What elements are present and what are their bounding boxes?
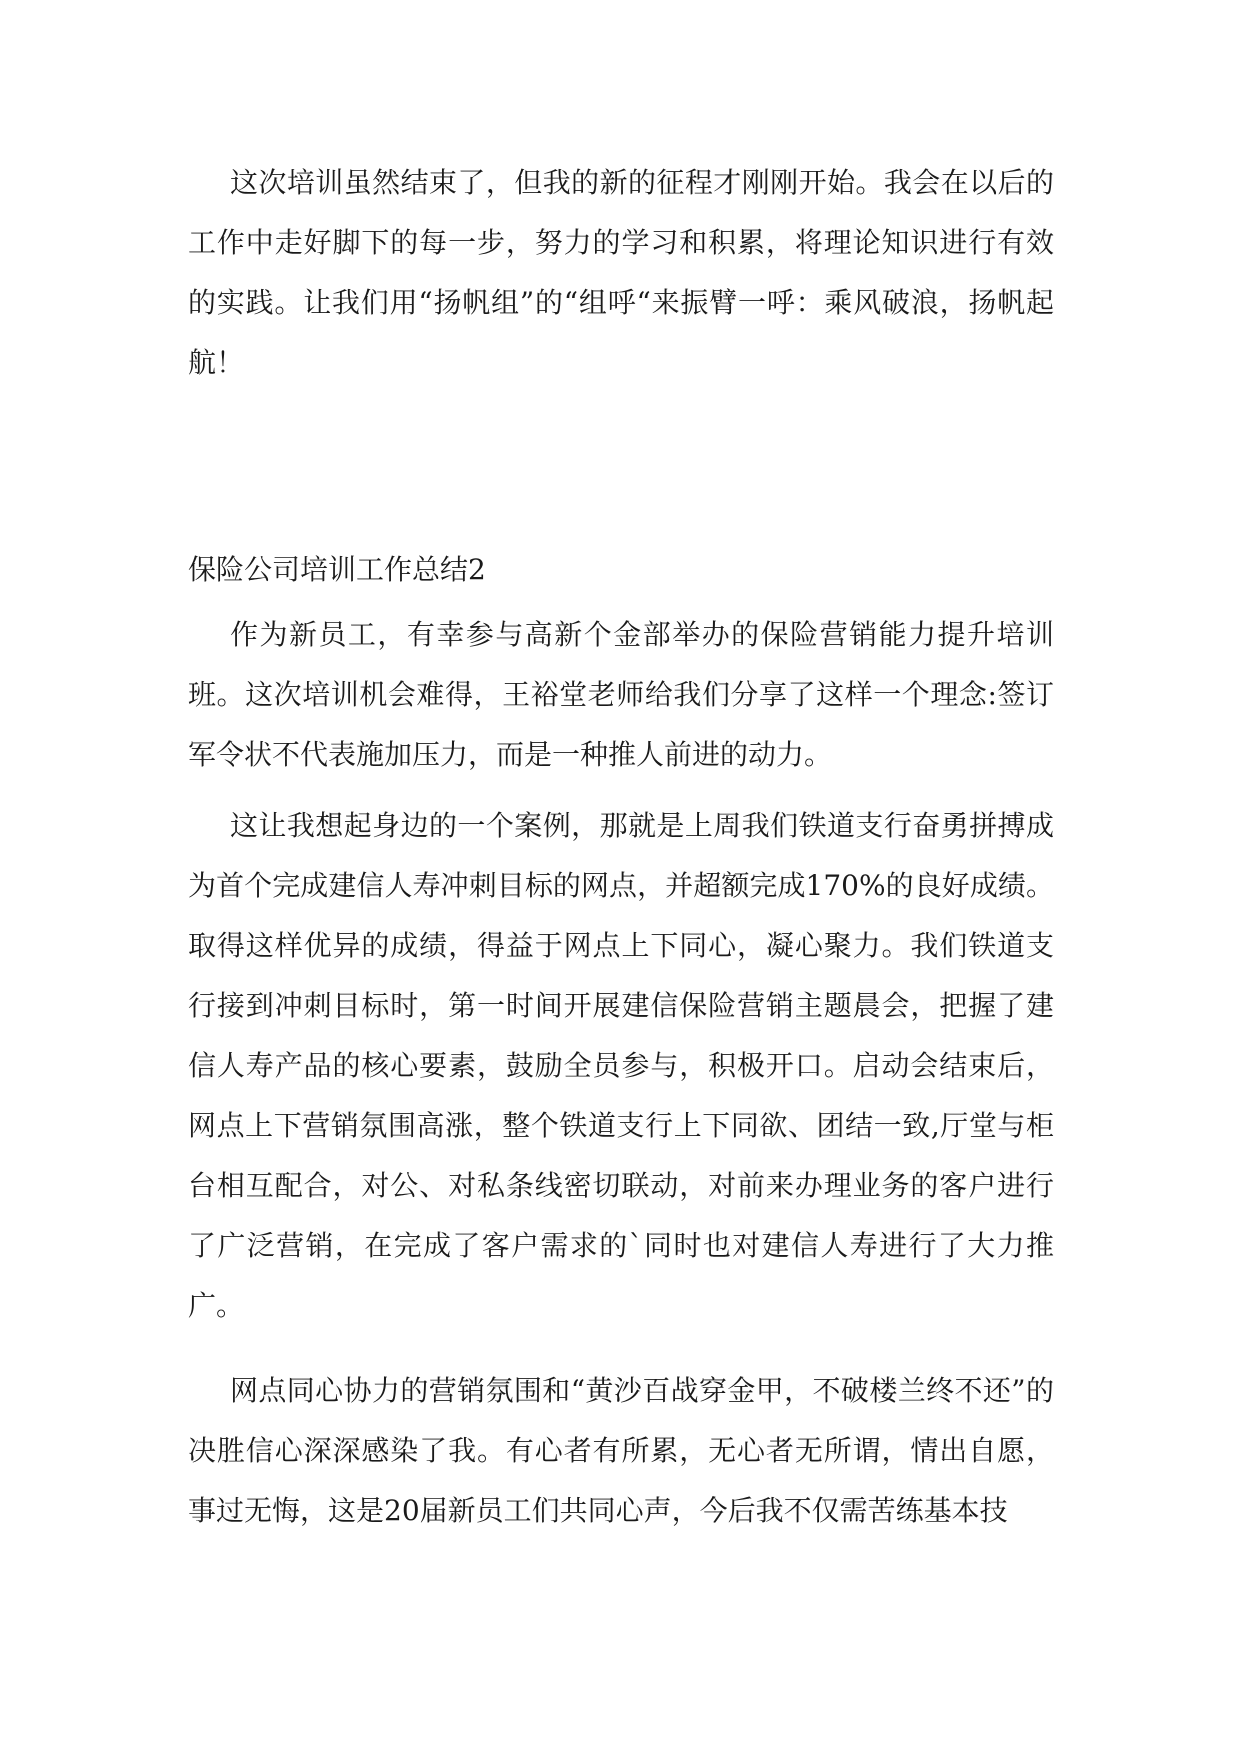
paragraph-training-end: 这次培训虽然结束了，但我的新的征程才刚刚开始。我会在以后的工作中走好脚下的每一步，努力的学习和积累，将理论知识进行有效的实践。让我们用“扬帆组”的“组呼“来振臂一呼：乘风破浪，扬帆起航！ <box>188 166 1054 379</box>
paragraph-team-spirit: 网点同心协力的营销氛围和“黄沙百战穿金甲，不破楼兰终不还”的决胜信心深深感染了我。有心者有所累，无心者无所谓，情出自愿，事过无悔，这是20届新员工们共同心声，今后我不仅需苦练基本技 <box>188 1374 1054 1527</box>
section-title: 保险公司培训工作总结2 <box>188 553 486 586</box>
paragraph-case-example: 这让我想起身边的一个案例，那就是上周我们铁道支行奋勇拼搏成为首个完成建信人寿冲刺目标的网点，并超额完成170%的良好成绩。取得这样优异的成绩，得益于网点上下同心，凝心聚力。我们铁道支行接到冲刺目标时，第一时间开展建信保险营销主题晨会，把握了建信人寿产品的核心要素，鼓励全员参与，积极开口。启动会结束后，网点上下营销氛围高涨，整个铁道支行上下同欲、团结一致,厅堂与柜台相互配合，对公、对私条线密切联动，对前来办理业务的客户进行了广泛营销，在完成了客户需求的`同时也对建信人寿进行了大力推广。 <box>188 809 1054 1322</box>
paragraph-new-employee: 作为新员工，有幸参与高新个金部举办的保险营销能力提升培训班。这次培训机会难得，王裕堂老师给我们分享了这样一个理念:签订军令状不代表施加压力，而是一种推人前进的动力。 <box>188 618 1054 771</box>
